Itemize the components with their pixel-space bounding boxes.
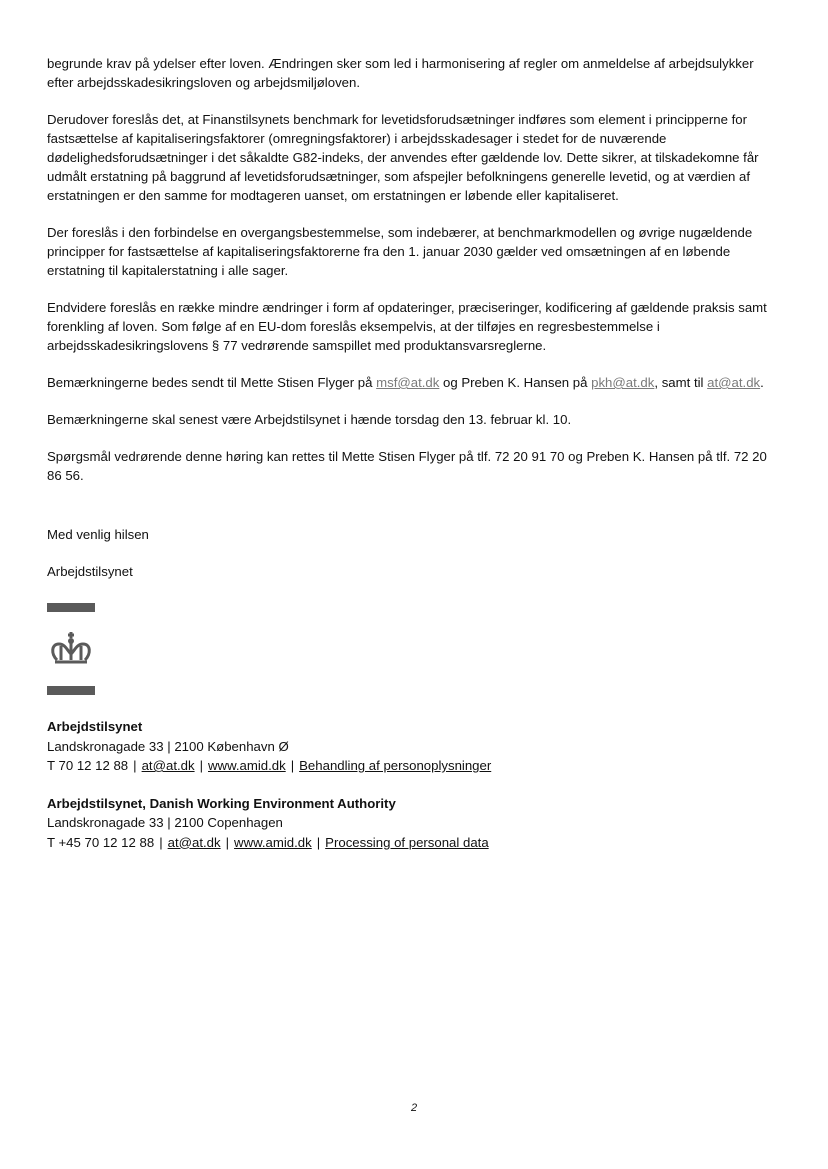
letter-body <box>47 54 777 870</box>
paragraph-5 <box>47 373 777 392</box>
paragraph-5-post: , samt til <box>654 375 708 390</box>
paragraph-4: Endvidere foreslås en række mindre ændringer i form af opdateringer, præciseringer, kodificering af gældende praksis samt forenkling af loven. Som følge af en EU-dom foreslås eksempelvis, at der tilføjes en regresbestemmelse i arbejdsskadesikringslovens § 77 vedrørende samspillet med produktansvarsreglerne. <box>47 300 767 353</box>
paragraph-7: Spørgsmål vedrørende denne høring kan rettes til Mette Stisen Flyger på tlf. 72 20 91 70 og Preben K. Hansen på tlf. 72 20 86 56. <box>47 449 767 483</box>
contact-name-en: Arbejdstilsynet, Danish Working Environment Authority <box>47 795 396 811</box>
contact-phone-en: T +45 70 12 12 88 <box>47 834 155 850</box>
paragraph-3: Der foreslås i den forbindelse en overgangsbestemmelse, som indebærer, at benchmarkmodellen og øvrige nugældende principper for fastsættelse af kapitaliseringsfaktorerne fra den 1. januar 2030 gælder ved omsætningen af en løbende erstatning til kapitalerstatning i alle sager. <box>47 225 753 278</box>
contact-danish <box>47 717 777 776</box>
email-link-at[interactable]: at@at.dk <box>707 375 761 390</box>
paragraph-1: begrunde krav på ydelser efter loven. Ændringen sker som led i harmonisering af regler om anmeldelse af arbejdsulykker efter arbejdsskadesikringsloven og arbejdsmiljøloven. <box>47 56 754 90</box>
agency-logo <box>47 603 95 695</box>
contact-address-da: Landskronagade 33 | 2100 København Ø <box>47 738 289 754</box>
greeting: Med venlig hilsen <box>47 527 149 542</box>
contact-email-link-da[interactable]: at@at.dk <box>141 758 195 773</box>
contact-email-link-en[interactable]: at@at.dk <box>167 834 221 850</box>
logo-bar-bottom <box>47 686 95 695</box>
page-number: 2 <box>410 1102 418 1114</box>
paragraph-5-end: . <box>760 375 764 390</box>
privacy-link-en[interactable]: Processing of personal data <box>325 834 489 850</box>
contact-english <box>47 794 777 853</box>
signature: Arbejdstilsynet <box>47 564 133 579</box>
privacy-link-da[interactable]: Behandling af personoplysninger <box>299 758 492 773</box>
paragraph-5-pre: Bemærkningerne bedes sendt til Mette Stisen Flyger på <box>47 375 377 390</box>
contact-name-da: Arbejdstilsynet <box>47 719 143 734</box>
contact-line-en: T +45 70 12 12 88 | at@at.dk | www.amid.dk | Processing of personal data <box>47 834 489 850</box>
paragraph-5-mid: og Preben K. Hansen på <box>439 375 592 390</box>
paragraph-6: Bemærkningerne skal senest være Arbejdstilsynet i hænde torsdag den 13. februar kl. 10. <box>47 412 572 427</box>
email-link-pkh[interactable]: pkh@at.dk <box>591 375 655 390</box>
paragraph-2: Derudover foreslås det, at Finanstilsynets benchmark for levetidsforudsætninger indføres som element i principperne for fastsættelse af kapitaliseringsfaktorer (omregningsfaktorer) i arbejdsskadesager i stedet for de nuværende dødelighedsforudsætninger i det såkaldte G82-indeks, der anvendes efter gældende lov. Dette sikrer, at tilskadekomne får udmålt erstatning på baggrund af levetidsforudsætninger, som afspejler befolkningens generelle levetid, og at værdien af erstatningen er den samme for modtageren uanset, om erstatningen er løbende eller kapitaliseret. <box>47 112 759 203</box>
contact-address-en: Landskronagade 33 | 2100 Copenhagen <box>47 815 283 830</box>
crown-icon <box>47 624 95 668</box>
contact-footer <box>47 717 777 852</box>
contact-line-da: T 70 12 12 88 | at@at.dk | www.amid.dk | Behandling af personoplysninger <box>47 758 492 773</box>
closing <box>47 525 777 581</box>
logo-bar-top <box>47 603 95 612</box>
contact-phone-da: T 70 12 12 88 <box>47 758 129 773</box>
email-link-msf[interactable]: msf@at.dk <box>376 375 440 390</box>
contact-web-link-en[interactable]: www.amid.dk <box>234 834 312 850</box>
contact-web-link-da[interactable]: www.amid.dk <box>208 758 286 773</box>
